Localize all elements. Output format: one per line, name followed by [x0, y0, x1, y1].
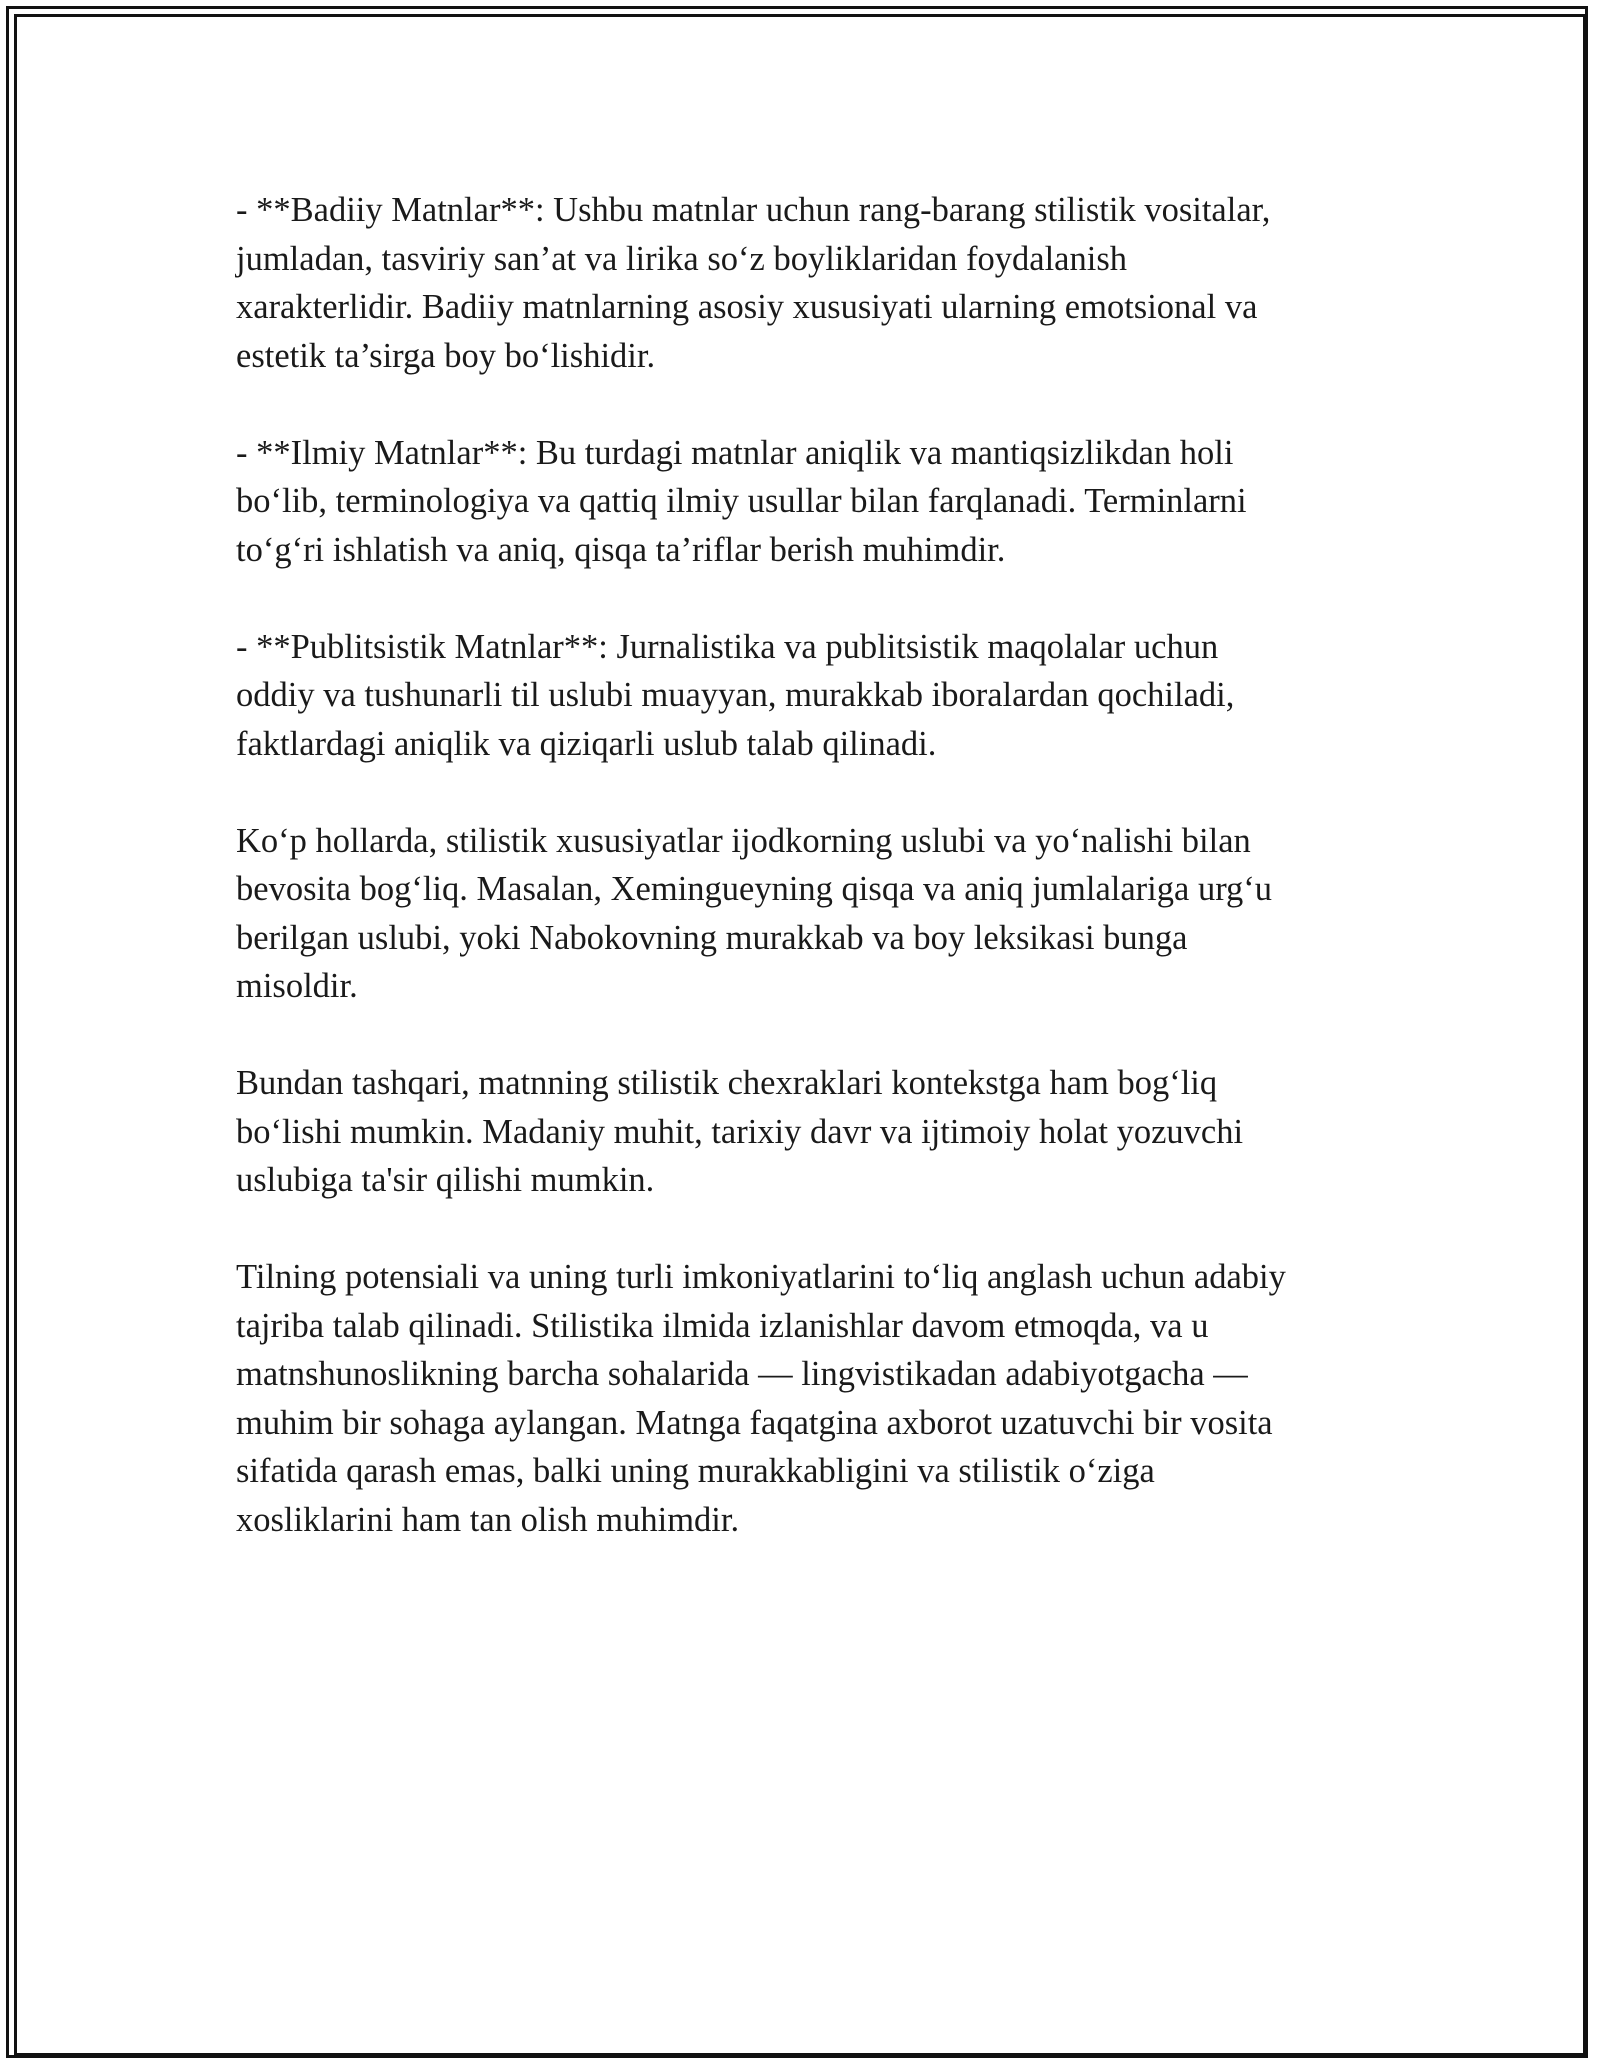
paragraph-stilistik-xususiyatlar [236, 817, 1356, 1011]
text-line: muhim bir sohaga aylangan. Matnga faqatgina axborot uzatuvchi bir vosita [236, 1403, 1273, 1442]
paragraph-tilning-potensiali [236, 1253, 1356, 1544]
text-line: bo‘lishi mumkin. Madaniy muhit, tarixiy davr va ijtimoiy holat yozuvchi [236, 1112, 1244, 1151]
document-body [236, 186, 1356, 1593]
text-line: tajriba talab qilinadi. Stilistika ilmida izlanishlar davom etmoqda, va u [236, 1306, 1209, 1345]
text-line: Ko‘p hollarda, stilistik xususiyatlar ijodkorning uslubi va yo‘nalishi bilan [236, 821, 1251, 860]
paragraph-ilmiy-matnlar [236, 429, 1356, 575]
text-line: xarakterlidir. Badiiy matnlarning asosiy xususiyati ularning emotsional va [236, 288, 1258, 326]
paragraph-badiiy-matnlar [236, 186, 1356, 380]
text-line: faktlardagi aniqlik va qiziqarli uslub talab qilinadi. [236, 724, 937, 763]
text-line: sifatida qarash emas, balki uning murakkabligini va stilistik o‘ziga [236, 1452, 1155, 1490]
text-line: jumladan, tasviriy san’at va lirika so‘z boyliklaridan foydalanish [236, 239, 1128, 278]
text-line: estetik ta’sirga boy bo‘lishidir. [236, 336, 656, 375]
paragraph-publitsistik-matnlar [236, 623, 1356, 769]
text-line: bevosita bog‘liq. Masalan, Xemingueyning qisqa va aniq jumlalariga urg‘u [236, 870, 1273, 908]
paragraph-kontekst [236, 1059, 1356, 1205]
text-line: uslubiga ta'sir qilishi mumkin. [236, 1161, 655, 1199]
text-line: to‘g‘ri ishlatish va aniq, qisqa ta’riflar berish muhimdir. [236, 530, 1006, 569]
text-line: oddiy va tushunarli til uslubi muayyan, murakkab iboralardan qochiladi, [236, 676, 1235, 714]
text-line: - **Ilmiy Matnlar**: Bu turdagi matnlar aniqlik va mantiqsizlikdan holi [236, 433, 1234, 472]
text-line: berilgan uslubi, yoki Nabokovning murakkab va boy leksikasi bunga [236, 918, 1188, 957]
text-line: - **Publitsistik Matnlar**: Jurnalistika va publitsistik maqolalar uchun [236, 627, 1219, 666]
text-line: bo‘lib, terminologiya va qattiq ilmiy usullar bilan farqlanadi. Terminlarni [236, 482, 1247, 520]
text-line: Bundan tashqari, matnning stilistik chexraklari kontekstga ham bog‘liq [236, 1064, 1218, 1102]
text-line: matnshunoslikning barcha sohalarida — lingvistikadan adabiyotgacha — [236, 1355, 1248, 1393]
text-line: Tilning potensiali va uning turli imkoniyatlarini to‘liq anglash uchun adabiy [236, 1258, 1286, 1296]
text-line: xosliklarini ham tan olish muhimdir. [236, 1500, 740, 1539]
text-line: misoldir. [236, 967, 358, 1005]
text-line: - **Badiiy Matnlar**: Ushbu matnlar uchun rang-barang stilistik vositalar, [236, 191, 1271, 229]
